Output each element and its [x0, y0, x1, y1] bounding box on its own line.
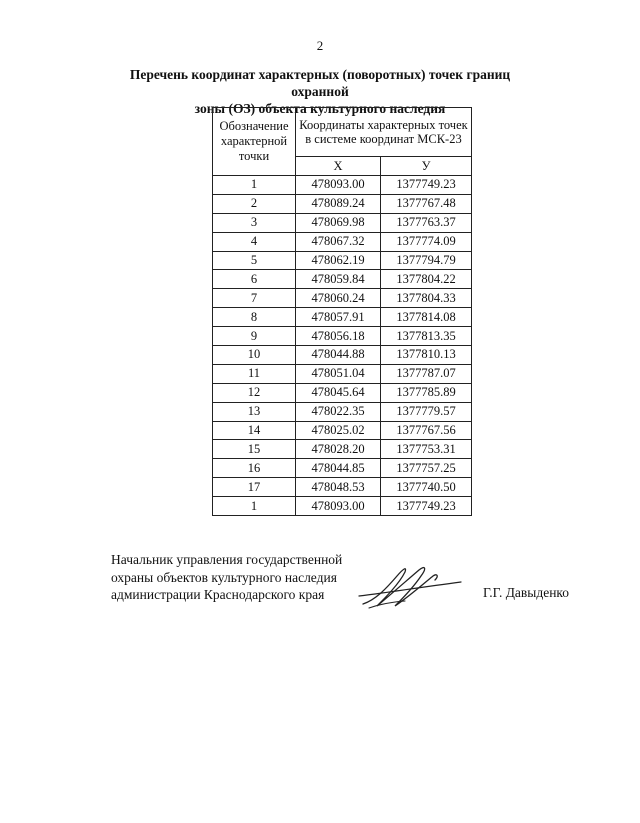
x-coordinate-cell: 478045.64: [296, 383, 381, 402]
y-coordinate-cell: 1377749.23: [381, 497, 472, 516]
table-row: [213, 270, 472, 289]
header-y: У: [381, 157, 472, 176]
table-row: [213, 251, 472, 270]
header-point-id: Обозначение характерной точки: [213, 108, 296, 176]
point-id-cell: 13: [213, 402, 296, 421]
y-coordinate-cell: 1377763.37: [381, 213, 472, 232]
point-id-cell: 12: [213, 383, 296, 402]
x-coordinate-cell: 478069.98: [296, 213, 381, 232]
table-row: [213, 327, 472, 346]
y-coordinate-cell: 1377804.33: [381, 289, 472, 308]
x-coordinate-cell: 478056.18: [296, 327, 381, 346]
coordinates-table: [212, 107, 472, 516]
x-coordinate-cell: 478057.91: [296, 308, 381, 327]
y-coordinate-cell: 1377813.35: [381, 327, 472, 346]
point-id-cell: 15: [213, 440, 296, 459]
table-row: [213, 402, 472, 421]
y-coordinate-cell: 1377774.09: [381, 232, 472, 251]
table-row: [213, 232, 472, 251]
y-coordinate-cell: 1377767.56: [381, 421, 472, 440]
x-coordinate-cell: 478048.53: [296, 478, 381, 497]
y-coordinate-cell: 1377804.22: [381, 270, 472, 289]
x-coordinate-cell: 478022.35: [296, 402, 381, 421]
table-row: [213, 478, 472, 497]
point-id-cell: 16: [213, 459, 296, 478]
y-coordinate-cell: 1377787.07: [381, 364, 472, 383]
y-coordinate-cell: 1377794.79: [381, 251, 472, 270]
x-coordinate-cell: 478044.85: [296, 459, 381, 478]
signatory-position: [111, 551, 342, 604]
x-coordinate-cell: 478051.04: [296, 364, 381, 383]
x-coordinate-cell: 478062.19: [296, 251, 381, 270]
table-row: [213, 194, 472, 213]
table-row: [213, 421, 472, 440]
point-id-cell: 4: [213, 232, 296, 251]
y-coordinate-cell: 1377753.31: [381, 440, 472, 459]
table-row: [213, 364, 472, 383]
point-id-cell: 11: [213, 364, 296, 383]
x-coordinate-cell: 478025.02: [296, 421, 381, 440]
signatory-line-3: администрации Краснодарского края: [111, 587, 325, 602]
point-id-cell: 5: [213, 251, 296, 270]
x-coordinate-cell: 478059.84: [296, 270, 381, 289]
table-row: [213, 383, 472, 402]
x-coordinate-cell: 478089.24: [296, 194, 381, 213]
header-coordinates: Координаты характерных точек в системе координат МСК-23: [296, 108, 472, 157]
y-coordinate-cell: 1377740.50: [381, 478, 472, 497]
x-coordinate-cell: 478093.00: [296, 497, 381, 516]
y-coordinate-cell: 1377767.48: [381, 194, 472, 213]
y-coordinate-cell: 1377757.25: [381, 459, 472, 478]
point-id-cell: 14: [213, 421, 296, 440]
point-id-cell: 10: [213, 346, 296, 365]
x-coordinate-cell: 478060.24: [296, 289, 381, 308]
signatory-line-1: Начальник управления государственной: [111, 552, 343, 567]
title-line-1: Перечень координат характерных (поворотных) точек границ охранной: [129, 67, 511, 99]
x-coordinate-cell: 478093.00: [296, 176, 381, 195]
handwritten-signature: [355, 560, 465, 612]
point-id-cell: 1: [213, 176, 296, 195]
table-row: [213, 346, 472, 365]
signatory-line-2: охраны объектов культурного наследия: [111, 569, 337, 585]
y-coordinate-cell: 1377814.08: [381, 308, 472, 327]
table-row: [213, 213, 472, 232]
x-coordinate-cell: 478044.88: [296, 346, 381, 365]
point-id-cell: 6: [213, 270, 296, 289]
table-row: [213, 289, 472, 308]
page-number: 2: [316, 38, 324, 53]
x-coordinate-cell: 478067.32: [296, 232, 381, 251]
point-id-cell: 2: [213, 194, 296, 213]
table-row: [213, 497, 472, 516]
point-id-cell: 8: [213, 308, 296, 327]
point-id-cell: 17: [213, 478, 296, 497]
x-coordinate-cell: 478028.20: [296, 440, 381, 459]
point-id-cell: 3: [213, 213, 296, 232]
table-row: [213, 308, 472, 327]
y-coordinate-cell: 1377749.23: [381, 176, 472, 195]
y-coordinate-cell: 1377785.89: [381, 383, 472, 402]
title-line-2: зоны (ОЗ) объекта культурного наследия: [194, 101, 446, 116]
point-id-cell: 1: [213, 497, 296, 516]
point-id-cell: 9: [213, 327, 296, 346]
y-coordinate-cell: 1377810.13: [381, 346, 472, 365]
table-row: [213, 176, 472, 195]
table-row: [213, 459, 472, 478]
table-row: [213, 440, 472, 459]
y-coordinate-cell: 1377779.57: [381, 402, 472, 421]
signatory-name: Г.Г. Давыденко: [483, 585, 570, 600]
header-x: Х: [296, 157, 381, 176]
point-id-cell: 7: [213, 289, 296, 308]
